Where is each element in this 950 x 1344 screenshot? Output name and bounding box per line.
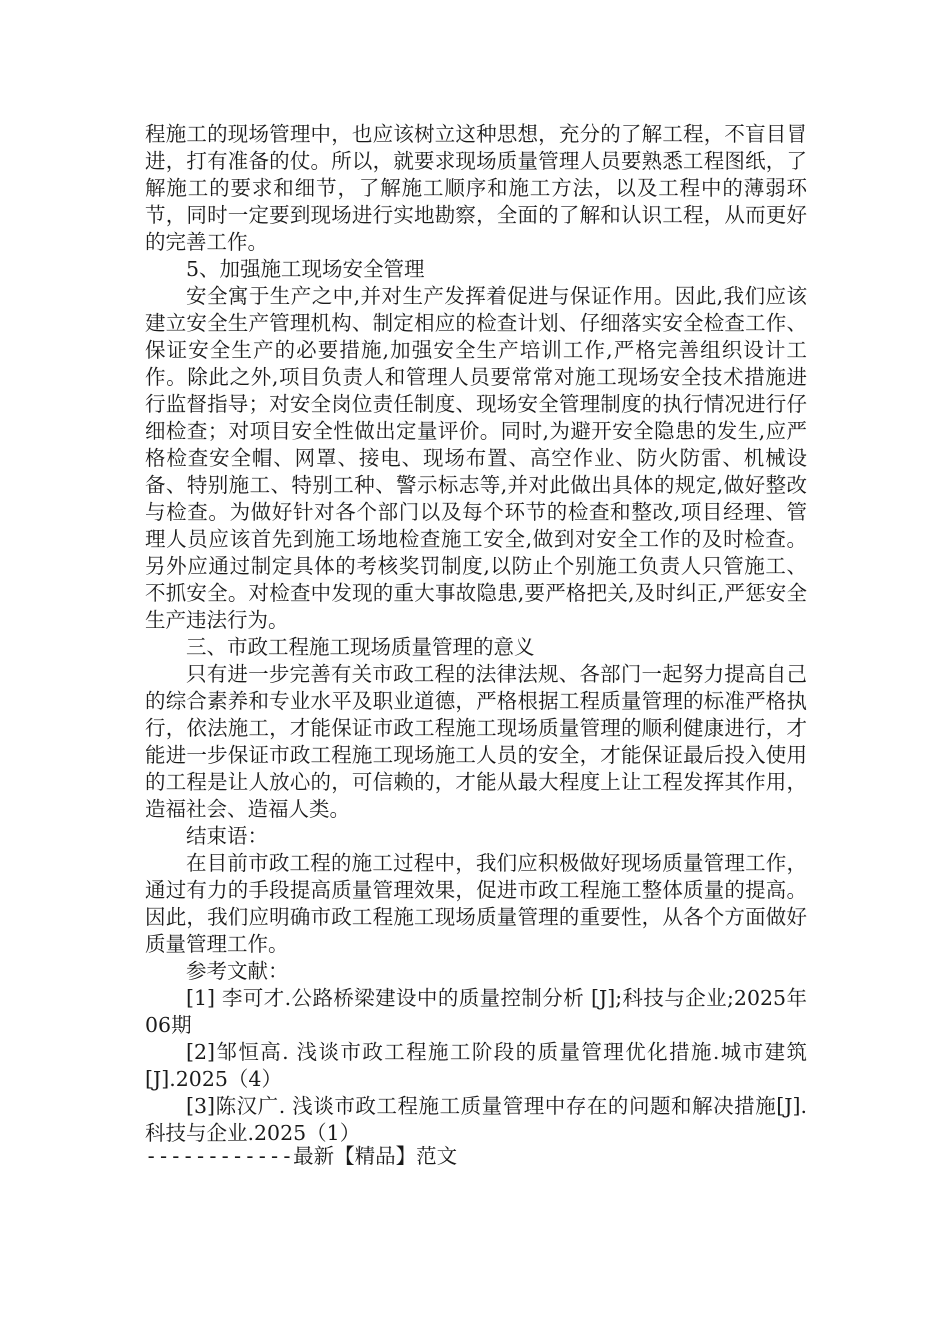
section-heading-significance: 三、市政工程施工现场质量管理的意义 — [186, 635, 535, 659]
section-heading-references: 参考文献： — [186, 959, 289, 983]
page-footer: ------------最新【精品】范文 — [145, 1144, 458, 1168]
section-heading-safety: 5、加强施工现场安全管理 — [186, 257, 425, 281]
document-body — [145, 121, 807, 1147]
paragraph-significance: 只有进一步完善有关市政工程的法律法规、各部门一起努力提高自己的综合素养和专业水平及职业道德，严格根据工程质量管理的标准严格执行，依法施工，才能保证市政工程施工现场质量管理的顺利健康进行，才能进一步保证市政工程施工现场施工人员的安全，才能保证最后投入使用的工程是让人放心的，可信赖的，才能从最大程度上让工程发挥其作用，造福社会、造福人类。 — [145, 662, 807, 821]
paragraph-intro-continuation: 程施工的现场管理中，也应该树立这种思想，充分的了解工程，不盲目冒进，打有准备的仗。所以，就要求现场质量管理人员要熟悉工程图纸，了解施工的要求和细节，了解施工顺序和施工方法，以及工程中的薄弱环节，同时一定要到现场进行实地勘察，全面的了解和认识工程，从而更好的完善工作。 — [145, 122, 807, 254]
paragraph-safety: 安全寓于生产之中,并对生产发挥着促进与保证作用。因此,我们应该建立安全生产管理机构、制定相应的检查计划、仔细落实安全检查工作、保证安全生产的必要措施,加强安全生产培训工作,严格完善组织设计工作。除此之外,项目负责人和管理人员要常常对施工现场安全技术措施进行监督指导；对安全岗位责任制度、现场安全管理制度的执行情况进行仔细检查；对项目安全性做出定量评价。同时,为避开安全隐患的发生,应严格检查安全帽、网罩、接电、现场布置、高空作业、防火防雷、机械设备、特别施工、特别工种、警示标志等,并对此做出具体的规定,做好整改与检查。为做好针对各个部门以及每个环节的检查和整改,项目经理、管理人员应该首先到施工场地检查施工安全,做到对安全工作的及时检查。另外应通过制定具体的考核奖罚制度,以防止个别施工负责人只管施工、不抓安全。对检查中发现的重大事故隐患,要严格把关,及时纠正,严惩安全生产违法行为。 — [145, 284, 807, 632]
section-heading-conclusion: 结束语： — [186, 824, 268, 848]
reference-item-1: [1] 李可才.公路桥梁建设中的质量控制分析 [J];科技与企业;2025年06期 — [145, 986, 807, 1037]
paragraph-conclusion: 在目前市政工程的施工过程中，我们应积极做好现场质量管理工作，通过有力的手段提高质量管理效果，促进市政工程施工整体质量的提高。因此，我们应明确市政工程施工现场质量管理的重要性，从各个方面做好质量管理工作。 — [145, 851, 807, 956]
reference-item-3: [3]陈汉广. 浅谈市政工程施工质量管理中存在的问题和解决措施[J].科技与企业.2025（1） — [145, 1094, 807, 1145]
reference-item-2: [2]邹恒高. 浅谈市政工程施工阶段的质量管理优化措施.城市建筑[J].2025（4） — [145, 1040, 807, 1091]
